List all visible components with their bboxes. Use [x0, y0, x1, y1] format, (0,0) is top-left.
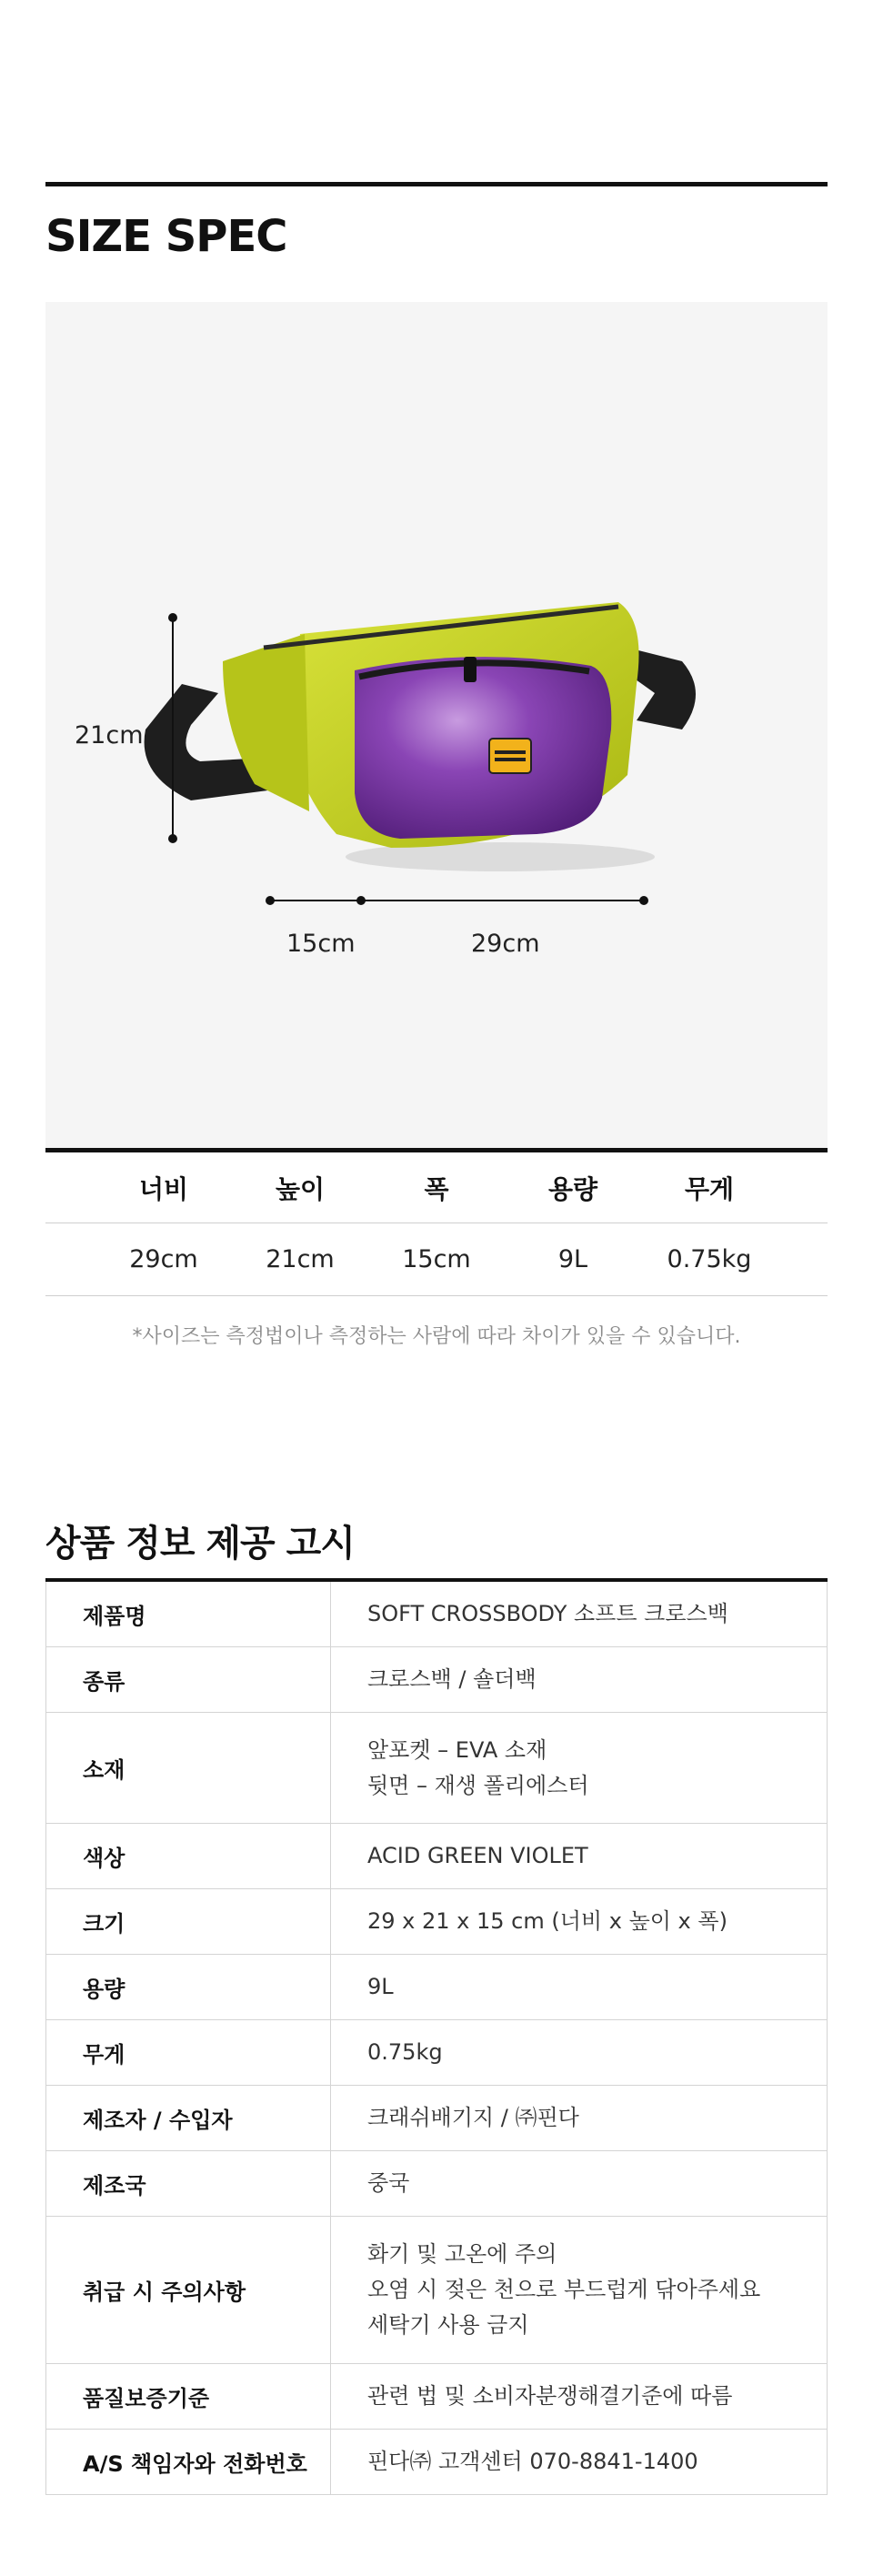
depth-dimension-label: 15cm [286, 930, 356, 958]
info-row-key: 품질보증기준 [46, 2364, 331, 2429]
info-row [45, 1824, 828, 1889]
info-value-line: ACID GREEN VIOLET [367, 1843, 588, 1868]
top-divider [45, 182, 828, 186]
width-dim-dot-left [266, 896, 275, 905]
size-header-height: 높이 [275, 1173, 326, 1204]
size-table-values [45, 1223, 828, 1296]
size-table [45, 1148, 828, 1296]
height-dim-dot-bottom [168, 834, 177, 843]
info-row [45, 1713, 828, 1824]
info-row-key: A/S 책임자와 전화번호 [46, 2430, 331, 2494]
info-value-line: 화기 및 고온에 주의 [367, 2241, 557, 2267]
size-spec-title: SIZE SPEC [45, 211, 287, 262]
info-row [45, 2151, 828, 2217]
info-row-key: 취급 시 주의사항 [46, 2217, 331, 2363]
size-header-capacity: 용량 [547, 1173, 598, 1204]
info-row-value [331, 2364, 827, 2429]
brand-badge [489, 739, 531, 773]
info-row [45, 1582, 828, 1647]
info-value-line: SOFT CROSSBODY 소프트 크로스백 [367, 1601, 728, 1626]
info-row-value [331, 2020, 827, 2085]
info-row-value [331, 1713, 827, 1823]
info-row-value [331, 1889, 827, 1954]
info-row [45, 2217, 828, 2364]
info-row-value [331, 1647, 827, 1712]
info-row-key: 종류 [46, 1647, 331, 1712]
info-row-value [331, 1582, 827, 1646]
zipper-pull [464, 657, 477, 682]
width-dim-dot-mid [356, 896, 366, 905]
width-dimension-label: 29cm [471, 930, 540, 958]
info-row-key: 제조국 [46, 2151, 331, 2216]
product-info-table [45, 1578, 828, 2495]
info-row-key: 색상 [46, 1824, 331, 1888]
size-value-capacity: 9L [557, 1245, 588, 1273]
size-table-header [45, 1152, 828, 1223]
info-row [45, 2364, 828, 2430]
info-row-value [331, 2086, 827, 2150]
height-dim-dot-top [168, 613, 177, 622]
product-image-panel [45, 302, 828, 1148]
product-info-title: 상품 정보 제공 고시 [45, 1523, 355, 1565]
info-row [45, 1955, 828, 2020]
info-value-line: 29 x 21 x 15 cm (너비 x 높이 x 폭) [367, 1908, 728, 1934]
size-header-weight: 무게 [684, 1173, 735, 1204]
size-value-depth: 15cm [402, 1245, 471, 1273]
info-value-line: 크로스백 / 숄더백 [367, 1666, 537, 1692]
info-row [45, 1889, 828, 1955]
front-pocket [355, 657, 611, 839]
bag-illustration [45, 302, 828, 1148]
info-value-line: 크래쉬배기지 / ㈜핀다 [367, 2105, 579, 2130]
size-disclaimer-note: *사이즈는 측정법이나 측정하는 사람에 따라 차이가 있을 수 있습니다. [132, 1325, 741, 1348]
info-value-line: 오염 시 젖은 천으로 부드럽게 닦아주세요 [367, 2277, 761, 2302]
size-value-height: 21cm [266, 1245, 335, 1273]
width-dim-dot-right [639, 896, 648, 905]
info-row-value [331, 1955, 827, 2019]
info-value-line: 핀다㈜ 고객센터 070-8841-1400 [367, 2449, 698, 2474]
info-value-line: 뒷면 – 재생 폴리에스터 [367, 1772, 589, 1798]
info-row-key: 크기 [46, 1889, 331, 1954]
info-row [45, 2020, 828, 2086]
info-row-value [331, 2151, 827, 2216]
info-row-value [331, 2430, 827, 2494]
info-row-key: 소재 [46, 1713, 331, 1823]
info-value-line: 중국 [367, 2170, 410, 2196]
info-row [45, 1647, 828, 1713]
info-value-line: 앞포켓 – EVA 소재 [367, 1736, 547, 1763]
size-value-width: 29cm [129, 1245, 198, 1273]
size-header-width: 너비 [138, 1173, 189, 1204]
info-row [45, 2086, 828, 2151]
size-header-depth: 폭 [424, 1173, 449, 1204]
info-row-key: 용량 [46, 1955, 331, 2019]
info-row-key: 제품명 [46, 1582, 331, 1646]
info-row-value [331, 1824, 827, 1888]
info-row-value [331, 2217, 827, 2363]
info-value-line: 관련 법 및 소비자분쟁해결기준에 따름 [367, 2383, 733, 2409]
info-value-line: 세탁기 사용 금지 [367, 2312, 529, 2338]
info-row-key: 제조자 / 수입자 [46, 2086, 331, 2150]
info-row-key: 무게 [46, 2020, 331, 2085]
info-value-line: 9L [367, 1974, 394, 1999]
size-value-weight: 0.75kg [667, 1245, 752, 1273]
info-value-line: 0.75kg [367, 2039, 443, 2065]
height-dimension-label: 21cm [75, 721, 144, 750]
info-row [45, 2430, 828, 2495]
